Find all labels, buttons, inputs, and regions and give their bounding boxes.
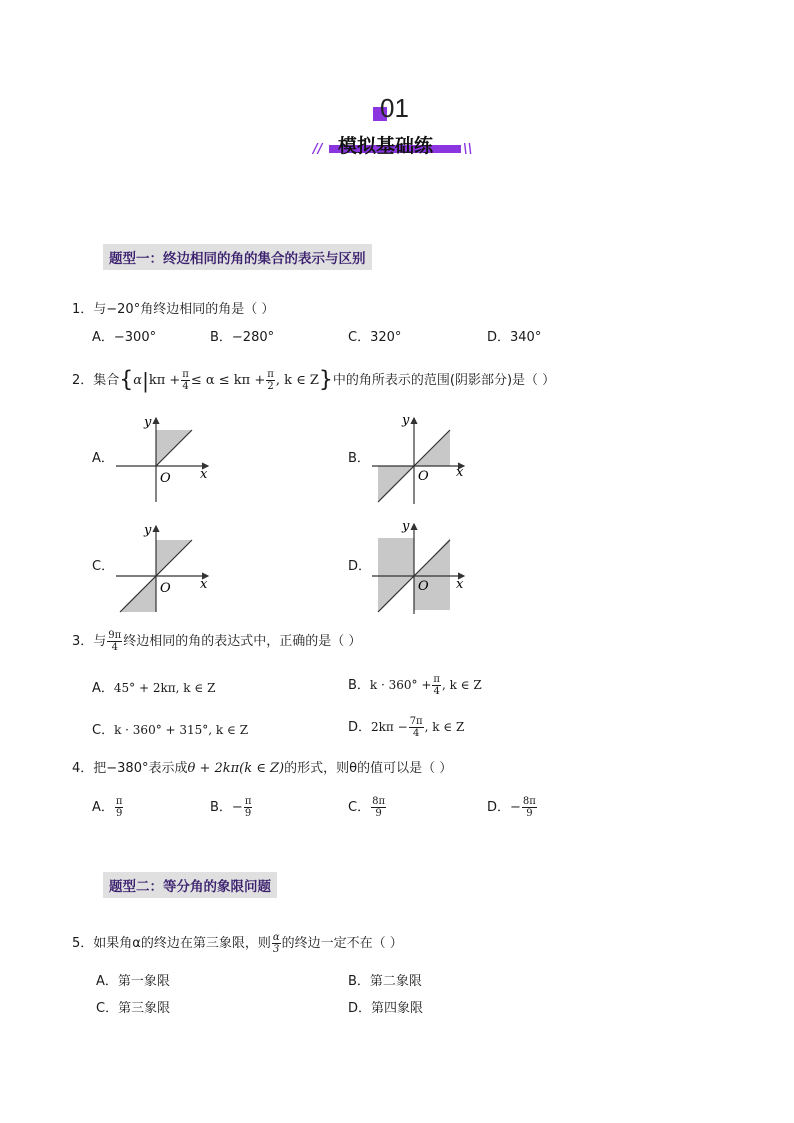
x-axis-label: x — [456, 577, 464, 592]
q1-option-c[interactable]: C．320° — [348, 330, 402, 345]
q5-option-b[interactable]: B．第二象限 — [348, 974, 422, 989]
q3-option-d[interactable]: D．2kπ − $\frac{7\pi}{4}$ , k ∈ Z — [348, 716, 465, 739]
y-axis-label: y — [402, 413, 410, 428]
q1-option-d[interactable]: D．340° — [487, 330, 542, 345]
question-1-stem: 1．与−20°角终边相同的角是（ ） — [72, 302, 275, 317]
q2-set-left: kπ + — [148, 373, 181, 388]
q3-option-b[interactable]: B．k · 360° + $\frac{\pi}{4}$ , k ∈ Z — [348, 674, 482, 697]
page-title: 模拟基础练 — [338, 135, 434, 157]
right-slash-decoration: \\ — [463, 142, 473, 157]
question-3-stem — [72, 630, 361, 653]
q4-option-a[interactable]: A． $\frac{\pi}{9}$ — [92, 796, 123, 819]
q4-option-c[interactable]: C． $\frac{8\pi}{9}$ — [348, 796, 386, 819]
section-heading-1: 题型一：终边相同的角的集合的表示与区别 — [103, 244, 372, 270]
q2-suffix: 中的角所表示的范围(阴影部分)是（ ） — [332, 373, 556, 388]
q3-suffix: 终边相同的角的表达式中，正确的是（ ） — [123, 634, 362, 649]
q2-prefix: 2．集合 — [72, 373, 120, 388]
q5-option-a[interactable]: A．第一象限 — [96, 974, 170, 989]
q5-option-d[interactable]: D．第四象限 — [348, 1001, 424, 1016]
origin-label: O — [418, 469, 429, 484]
q3-fraction: $\frac{9\pi}{4}$ — [108, 630, 122, 653]
q2-graph-c[interactable] — [112, 518, 218, 614]
origin-label: O — [160, 581, 171, 596]
q2-graph-b[interactable] — [368, 410, 474, 506]
q2-fraction-2: $\frac{\pi}{2}$ — [267, 369, 274, 392]
set-brace-left: { — [119, 367, 134, 393]
section-number: 01 — [380, 93, 409, 123]
left-slash-decoration: // — [313, 142, 323, 157]
question-5-stem: 5．如果角α的终边在第三象限，则 $\frac{\alpha}{3}$ 的终边一定不在（ ） — [72, 932, 403, 955]
q2-option-a[interactable]: A． — [92, 451, 114, 466]
q2-option-d[interactable]: D． — [348, 559, 372, 574]
section-heading-2: 题型二：等分角的象限问题 — [103, 872, 277, 898]
shaded-region-left — [378, 538, 414, 612]
q2-set-mid: ≤ α ≤ kπ + — [190, 373, 266, 388]
x-axis-label: x — [200, 577, 208, 592]
q2-graph-d[interactable] — [368, 516, 474, 616]
q5-option-c[interactable]: C．第三象限 — [96, 1001, 171, 1016]
q2-graph-a[interactable] — [112, 410, 218, 506]
q1-option-a[interactable]: A．−300° — [92, 330, 157, 345]
question-2-stem: 2．集合{α|kπ + $\frac{\pi}{4}$ ≤ α ≤ kπ + $\frac{\pi}{2}$ , k ∈ Z}中的角所表示的范围(阴影部分)是（ ） — [72, 367, 556, 393]
y-axis-label: y — [402, 519, 410, 534]
q2-set-right: , k ∈ Z — [275, 373, 319, 388]
q2-option-b[interactable]: B． — [348, 451, 370, 466]
set-brace-right: } — [318, 367, 333, 393]
shaded-region-right — [414, 538, 450, 610]
x-axis-label: x — [200, 467, 208, 482]
q3-prefix: 3．与 — [72, 634, 107, 649]
origin-label: O — [160, 471, 171, 486]
y-axis-label: y — [144, 415, 152, 430]
y-axis-label: y — [144, 523, 152, 538]
q2-fraction-1: $\frac{\pi}{4}$ — [182, 369, 189, 392]
question-4-stem: 4．把−380°表示成θ + 2kπ(k ∈ Z)的形式，则θ的值可以是（ ） — [72, 761, 453, 776]
q3-option-c[interactable]: C．k · 360° + 315°, k ∈ Z — [92, 723, 249, 738]
q4-option-d[interactable]: D．− $\frac{8\pi}{9}$ — [487, 796, 536, 819]
q2-alpha: α — [133, 373, 143, 388]
q4-option-b[interactable]: B．− $\frac{\pi}{9}$ — [210, 796, 252, 819]
origin-label: O — [418, 579, 429, 594]
x-axis-label: x — [456, 465, 464, 480]
q3-option-a[interactable]: A．45° + 2kπ, k ∈ Z — [92, 681, 216, 696]
q2-option-c[interactable]: C． — [92, 559, 115, 574]
q1-option-b[interactable]: B．−280° — [210, 330, 275, 345]
